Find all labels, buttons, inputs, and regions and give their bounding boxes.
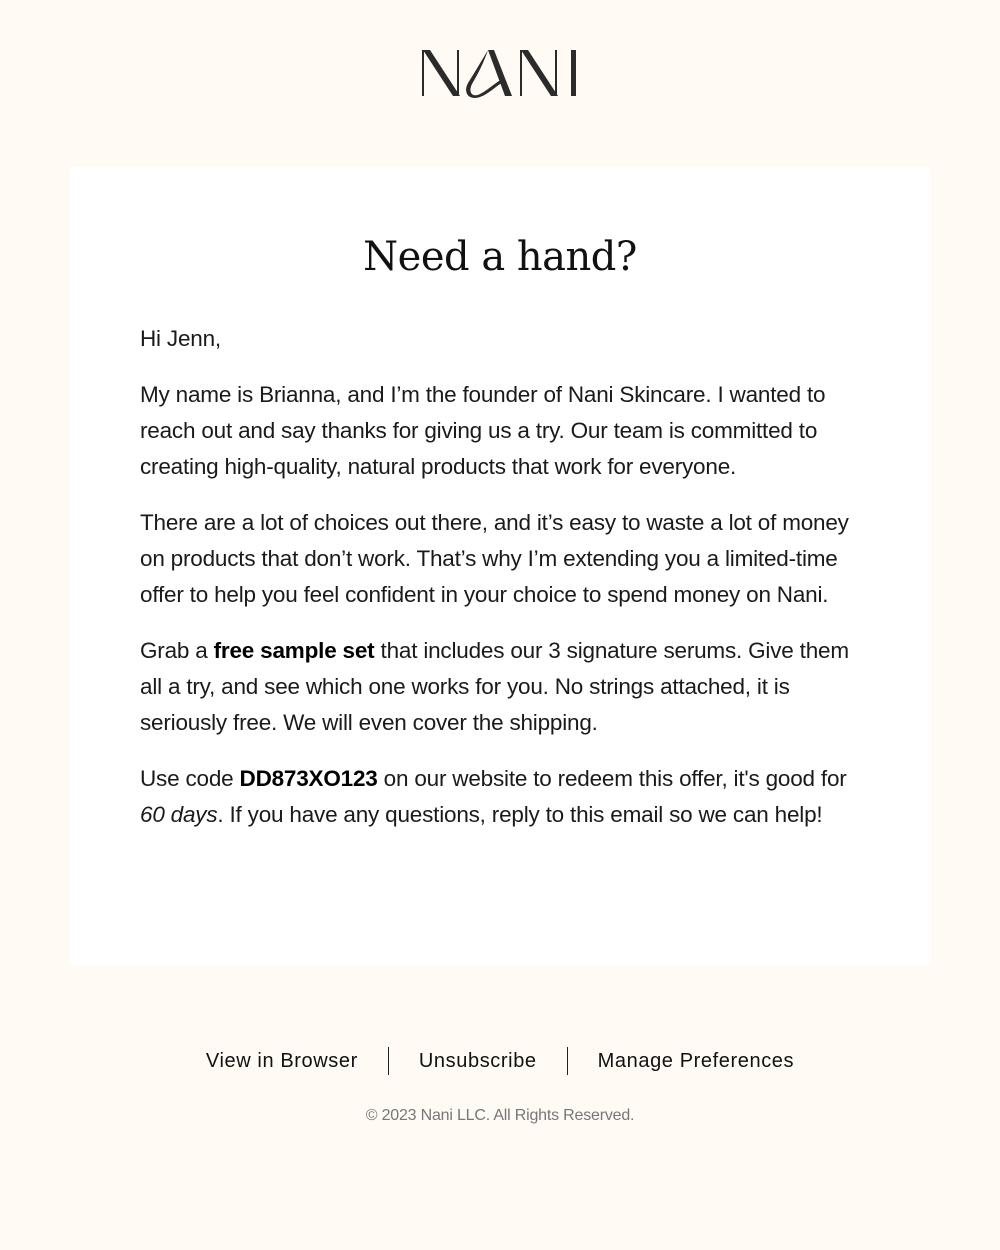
email-card — [70, 167, 930, 965]
footer-links — [0, 1046, 1000, 1076]
email-header — [0, 0, 1000, 167]
offer-duration: 60 days — [140, 802, 218, 827]
email-body — [140, 321, 860, 833]
text-segment: Grab a — [140, 638, 214, 663]
free-sample-highlight: free sample set — [213, 638, 375, 663]
promo-code: DD873XO123 — [239, 766, 378, 791]
manage-preferences-link[interactable]: Manage Preferences — [597, 1050, 795, 1072]
text-segment: . If you have any questions, reply to this email so we can help! — [217, 802, 823, 827]
paragraph-free-sample — [140, 633, 860, 741]
paragraph-promo-code — [140, 761, 860, 833]
copyright-text: © 2023 Nani LLC. All Rights Reserved. — [365, 1107, 635, 1124]
unsubscribe-link[interactable]: Unsubscribe — [418, 1050, 537, 1072]
paragraph-offer-reason: There are a lot of choices out there, and it’s easy to waste a lot of money on products that don’t work. That’s why I’m extending you a limited-time offer to help you feel confident in your choice to spend money on Nani. — [140, 510, 849, 607]
text-segment: that includes our 3 signature serums. Give them all a try, and see which one works for you. No strings attached, it is seriously free. We will even cover the shipping. — [140, 638, 849, 735]
nani-logo[interactable] — [420, 48, 580, 100]
paragraph-intro: My name is Brianna, and I’m the founder of Nani Skincare. I wanted to reach out and say thanks for giving us a try. Our team is committed to creating high-quality, natural products that work for everyone. — [140, 382, 826, 479]
text-segment: on our website to redeem this offer, it's good for — [377, 766, 847, 791]
email-title: Need a hand? — [363, 234, 637, 280]
text-segment: Use code — [140, 766, 240, 791]
greeting: Hi Jenn, — [140, 326, 221, 351]
view-in-browser-link[interactable]: View in Browser — [205, 1050, 358, 1072]
